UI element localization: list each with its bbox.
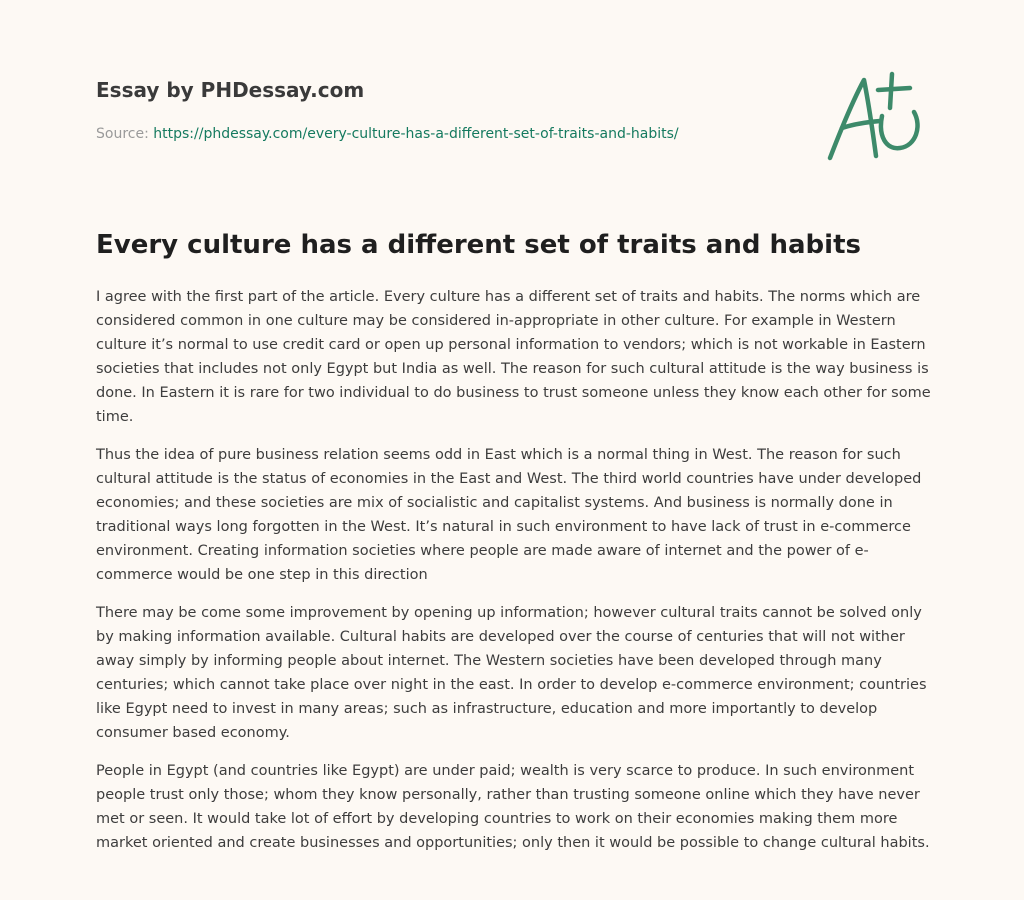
site-brand: Essay by PHDessay.com bbox=[96, 78, 365, 102]
source-line bbox=[96, 124, 816, 144]
source-label: Source: bbox=[96, 126, 154, 142]
source-link[interactable]: https://phdessay.com/every-culture-has-a-different-set-of-traits-and-habits/ bbox=[153, 126, 679, 142]
page-header bbox=[96, 76, 816, 144]
article-body bbox=[96, 285, 931, 869]
article-paragraph: Thus the idea of pure business relation seems odd in East which is a normal thing in West. The reason for such cultural attitude is the status of economies in the East and West. The third world countries have under developed economies; and these societies are mix of socialistic and capitalist systems. And business is normally done in traditional ways long forgotten in the West. It’s natural in such environment to have lack of trust in e-commerce environment. Creating information societies where people are made aware of internet and the power of e-commerce would be one step in this direction bbox=[96, 447, 922, 583]
article-paragraph: There may be come some improvement by opening up information; however cultural traits cannot be solved only by making information available. Cultural habits are developed over the course of centuries that will not wither away simply by informing people about internet. The Western societies have been developed through many centuries; which cannot take place over night in the east. In order to develop e-commerce environment; countries like Egypt need to invest in many areas; such as infrastructure, education and more importantly to develop consumer based economy. bbox=[96, 605, 927, 741]
a-plus-logo-icon bbox=[820, 66, 930, 166]
article-paragraph: I agree with the first part of the article. Every culture has a different set of traits and habits. The norms which are considered common in one culture may be considered in-appropriate in other culture. For example in Western culture it’s normal to use credit card or open up personal information to vendors; which is not workable in Eastern societies that includes not only Egypt but India as well. The reason for such cultural attitude is the way business is done. In Eastern it is rare for two individual to do business to trust someone unless they know each other for some time. bbox=[96, 289, 931, 425]
article-paragraph: People in Egypt (and countries like Egypt) are under paid; wealth is very scarce to produce. In such environment people trust only those; whom they know personally, rather than trusting someone online which they have never met or seen. It would take lot of effort by developing countries to work on their economies making them more market oriented and create businesses and opportunities; only then it would be possible to change cultural habits. bbox=[96, 763, 930, 851]
article-title: Every culture has a different set of traits and habits bbox=[96, 230, 861, 260]
